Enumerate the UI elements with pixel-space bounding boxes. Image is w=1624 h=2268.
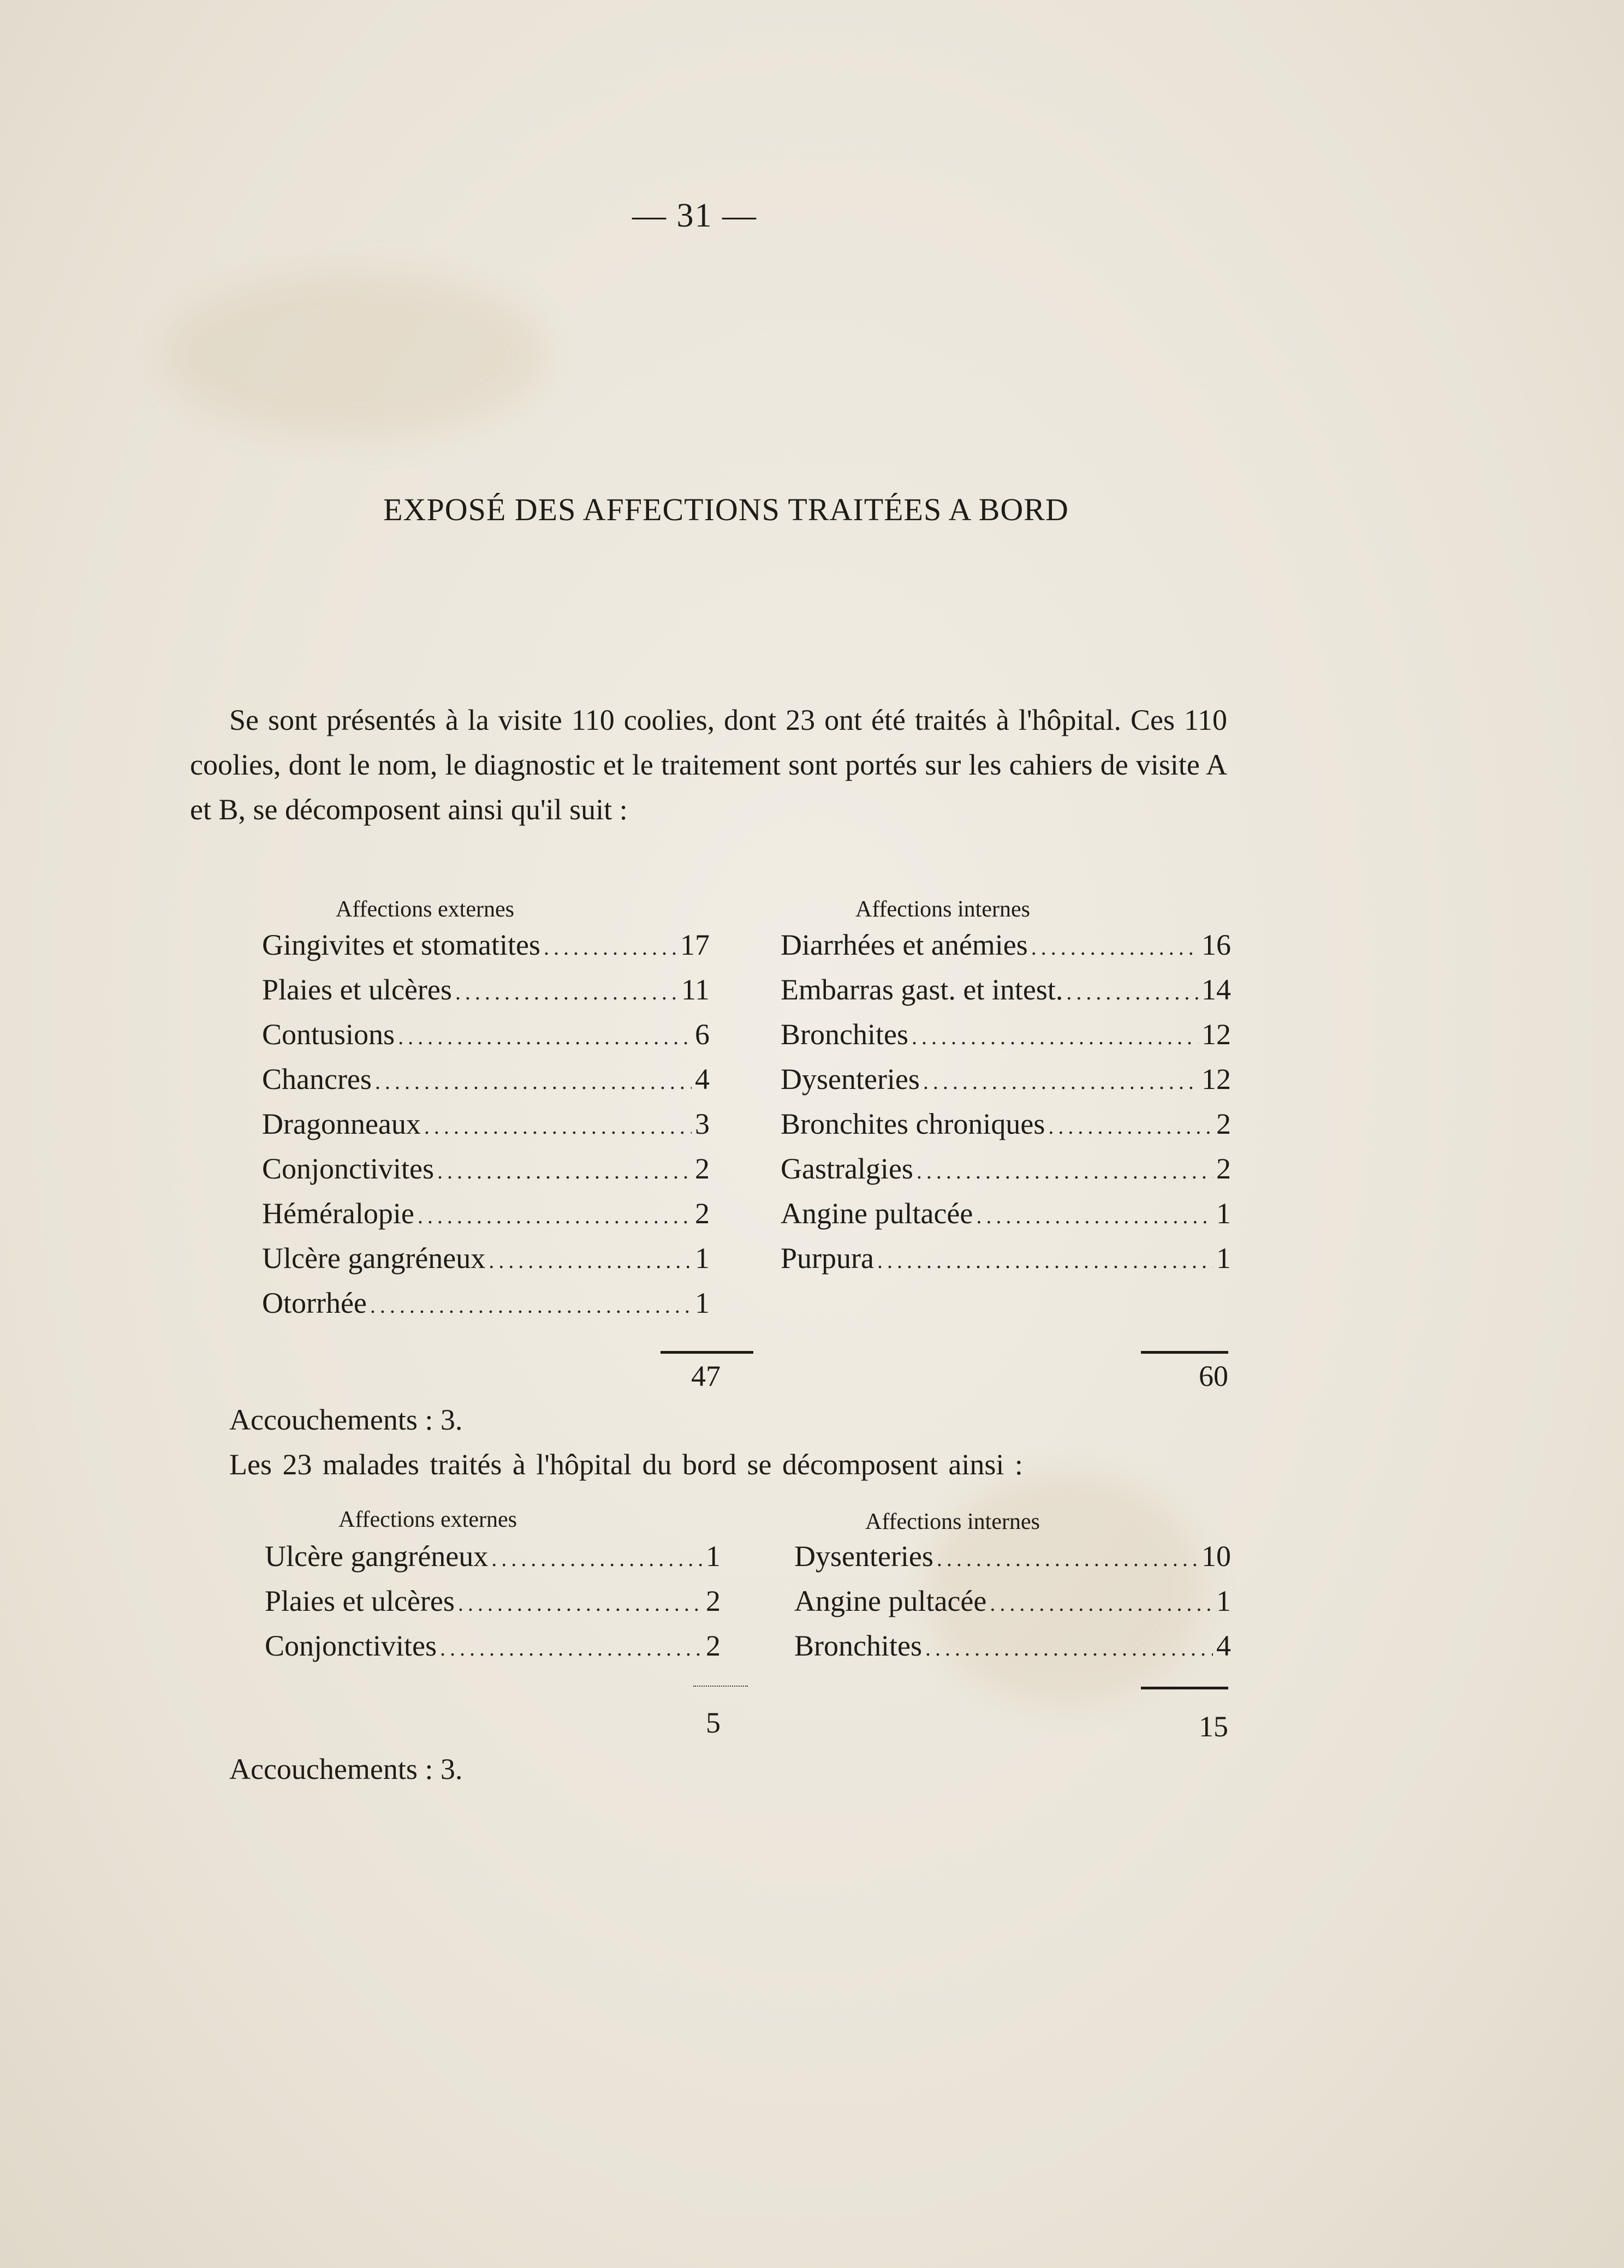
table1-internal-total: 60 <box>1199 1360 1228 1392</box>
table2-external-total: 5 <box>706 1706 721 1739</box>
leader-dots <box>912 1024 1198 1050</box>
leader-dots <box>437 1158 692 1184</box>
leader-dots <box>455 979 678 1005</box>
leader-dots <box>458 1591 703 1616</box>
affection-count: 12 <box>1201 1063 1231 1096</box>
affection-name: Gingivites et stomatites <box>262 928 540 961</box>
affection-count: 2 <box>1216 1108 1231 1140</box>
affection-name: Conjonctivites <box>262 1152 434 1185</box>
affection-count: 14 <box>1201 973 1231 1006</box>
affection-count: 12 <box>1201 1018 1231 1051</box>
accouchements-line-1: Accouchements : 3. <box>229 1403 463 1436</box>
table1-external-list <box>262 928 710 1331</box>
accouchements-line-2: Accouchements : 3. <box>229 1753 463 1785</box>
affection-entry <box>262 1286 710 1331</box>
leader-dots <box>917 1158 1213 1184</box>
affection-count: 1 <box>695 1287 710 1319</box>
affection-entry <box>262 1107 710 1152</box>
affection-entry <box>781 1152 1231 1196</box>
leader-dots <box>1048 1114 1213 1139</box>
affection-count: 2 <box>695 1197 710 1230</box>
affection-name: Dysenteries <box>781 1063 920 1096</box>
leader-dots <box>923 1069 1198 1094</box>
page-number: — 31 — <box>632 197 757 234</box>
table2-external-list <box>265 1539 721 1674</box>
affection-entry <box>262 973 710 1017</box>
intro-paragraph <box>190 698 1227 832</box>
affection-entry <box>794 1584 1231 1629</box>
affection-count: 4 <box>1216 1629 1231 1662</box>
affection-name: Embarras gast. et intest. <box>781 973 1063 1006</box>
affection-entry <box>265 1539 721 1584</box>
affection-count: 16 <box>1201 928 1231 961</box>
table1-external-total: 47 <box>691 1360 721 1392</box>
affection-name: Angine pultacée <box>781 1197 973 1230</box>
leader-dots <box>375 1069 692 1094</box>
table2-external-heading: Affections externes <box>338 1507 517 1532</box>
table1-internal-total-rule <box>1141 1351 1228 1354</box>
leader-dots <box>418 1203 692 1229</box>
paper-stain <box>164 273 546 437</box>
hospital-intro-line: Les 23 malades traités à l'hôpital du bord se décomposent ainsi : <box>229 1448 1023 1481</box>
table1-external-heading: Affections externes <box>336 897 514 922</box>
affection-name: Héméralopie <box>262 1197 414 1230</box>
affection-count: 6 <box>695 1018 710 1051</box>
leader-dots <box>424 1114 692 1139</box>
affection-name: Plaies et ulcères <box>262 973 452 1006</box>
leader-dots <box>1031 934 1198 960</box>
leader-dots <box>489 1248 692 1273</box>
affection-count: 1 <box>1216 1242 1231 1275</box>
affection-name: Dragonneaux <box>262 1108 421 1140</box>
leader-dots <box>398 1024 692 1050</box>
affection-count: 4 <box>695 1063 710 1096</box>
leader-dots <box>937 1546 1198 1571</box>
affection-count: 17 <box>680 928 710 961</box>
table1-internal-list <box>781 928 1231 1286</box>
table2-external-total-rule <box>693 1686 748 1687</box>
affection-entry <box>262 1241 710 1286</box>
affection-name: Conjonctivites <box>265 1629 437 1662</box>
affection-entry <box>781 973 1231 1017</box>
affection-name: Dysenteries <box>794 1540 933 1573</box>
affection-entry <box>781 928 1231 973</box>
leader-dots <box>976 1203 1213 1229</box>
affection-entry <box>781 1062 1231 1107</box>
table1-internal-heading: Affections internes <box>855 897 1030 922</box>
affection-name: Bronchites <box>794 1629 922 1662</box>
affection-entry <box>265 1584 721 1629</box>
affection-count: 11 <box>681 973 710 1006</box>
leader-dots <box>491 1546 703 1571</box>
intro-text: Se sont présentés à la visite 110 coolies, dont 23 ont été traités à l'hôpital. Ces 110 coolies, dont le nom, le diagnostic et le traitement sont portés sur les cahiers de visite A et B, se décomposent ainsi qu'il suit : <box>190 704 1227 826</box>
affection-entry <box>265 1629 721 1674</box>
leader-dots <box>1066 979 1198 1005</box>
affection-name: Bronchites chroniques <box>781 1108 1045 1140</box>
affection-entry <box>794 1629 1231 1674</box>
affection-name: Chancres <box>262 1063 372 1096</box>
leader-dots <box>925 1635 1213 1661</box>
affection-name: Otorrhée <box>262 1287 367 1319</box>
leader-dots <box>370 1293 692 1318</box>
affection-entry <box>781 1196 1231 1241</box>
table2-internal-total: 15 <box>1199 1710 1228 1743</box>
affection-entry <box>781 1107 1231 1152</box>
affection-count: 1 <box>1216 1585 1231 1617</box>
affection-count: 1 <box>695 1242 710 1275</box>
affection-name: Ulcère gangréneux <box>262 1242 486 1275</box>
affection-entry <box>262 1196 710 1241</box>
affection-name: Plaies et ulcères <box>265 1585 455 1617</box>
affection-name: Bronchites <box>781 1018 908 1051</box>
leader-dots <box>990 1591 1213 1616</box>
affection-count: 2 <box>695 1152 710 1185</box>
leader-dots <box>440 1635 703 1661</box>
affection-name: Contusions <box>262 1018 395 1051</box>
leader-dots <box>877 1248 1213 1273</box>
leader-dots <box>544 934 677 960</box>
table2-internal-heading: Affections internes <box>865 1509 1040 1534</box>
table2-internal-list <box>794 1539 1231 1674</box>
affection-entry <box>262 928 710 973</box>
affection-count: 2 <box>1216 1152 1231 1185</box>
affection-entry <box>262 1062 710 1107</box>
affection-entry <box>781 1017 1231 1062</box>
affection-name: Ulcère gangréneux <box>265 1540 489 1573</box>
affection-count: 2 <box>706 1585 721 1617</box>
affection-entry <box>262 1152 710 1196</box>
affection-entry <box>794 1539 1231 1584</box>
table1-external-total-rule <box>661 1351 753 1354</box>
affection-count: 2 <box>706 1629 721 1662</box>
affection-count: 10 <box>1201 1540 1231 1573</box>
affection-name: Angine pultacée <box>794 1585 987 1617</box>
affection-entry <box>781 1241 1231 1286</box>
affection-entry <box>262 1017 710 1062</box>
section-title: EXPOSÉ DES AFFECTIONS TRAITÉES A BORD <box>383 492 1069 527</box>
affection-name: Diarrhées et anémies <box>781 928 1028 961</box>
affection-name: Gastralgies <box>781 1152 913 1185</box>
affection-count: 1 <box>706 1540 721 1573</box>
affection-count: 3 <box>695 1108 710 1140</box>
table2-internal-total-rule <box>1141 1687 1228 1689</box>
affection-count: 1 <box>1216 1197 1231 1230</box>
affection-name: Purpura <box>781 1242 874 1275</box>
